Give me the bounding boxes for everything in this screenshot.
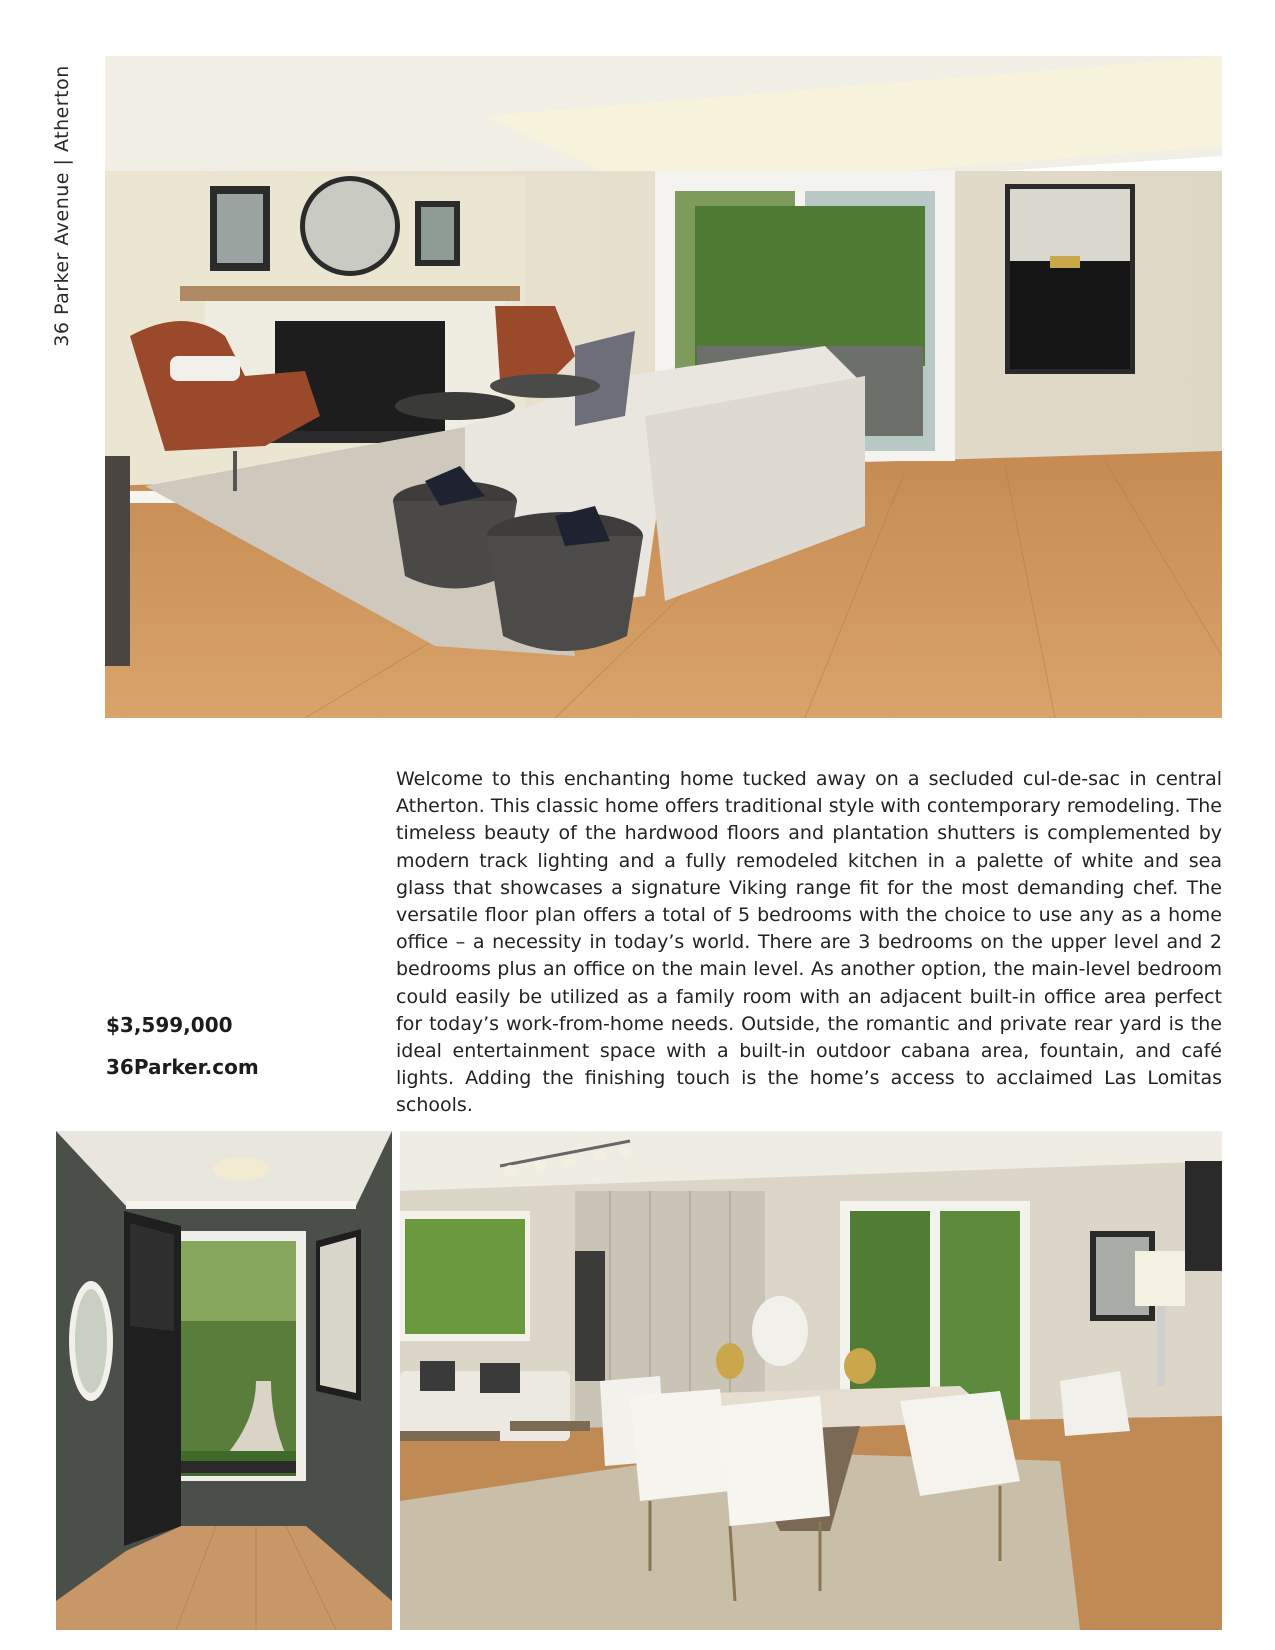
side-address-label [50, 56, 74, 356]
listing-price: $3,599,000 [106, 1013, 233, 1037]
listing-website: 36Parker.com [106, 1055, 259, 1079]
address-location-text: 36 Parker Avenue | Atherton [51, 65, 73, 347]
property-description: Welcome to this enchanting home tucked away on a secluded cul-de-sac in central Atherton. This classic home offers traditional style with contemporary remodeling. The timeless beauty of the hardwood floors and plantation shutters is complemented by modern track lighting and a fully remodeled kitchen in a palette of white and sea glass that showcases a signature Viking range fit for the most demanding chef. The versatile floor plan offers a total of 5 bedrooms with the choice to use any as a home office – a necessity in today’s world. There are 3 bedrooms on the upper level and 2 bedrooms plus an office on the main level. As another option, the main-level bedroom could easily be utilized as a family room with an adjacent built-in office area perfect for today’s work-from-home needs. Outside, the romantic and private rear yard is the ideal entertainment space with a built-in outdoor cabana area, fountain, and café lights. Adding the finishing touch is the home’s access to acclaimed Las Lomitas schools. [396, 768, 1222, 1117]
entry-hall-photo [56, 1131, 392, 1630]
dining-room-photo [400, 1131, 1222, 1630]
living-room-photo [105, 56, 1222, 718]
